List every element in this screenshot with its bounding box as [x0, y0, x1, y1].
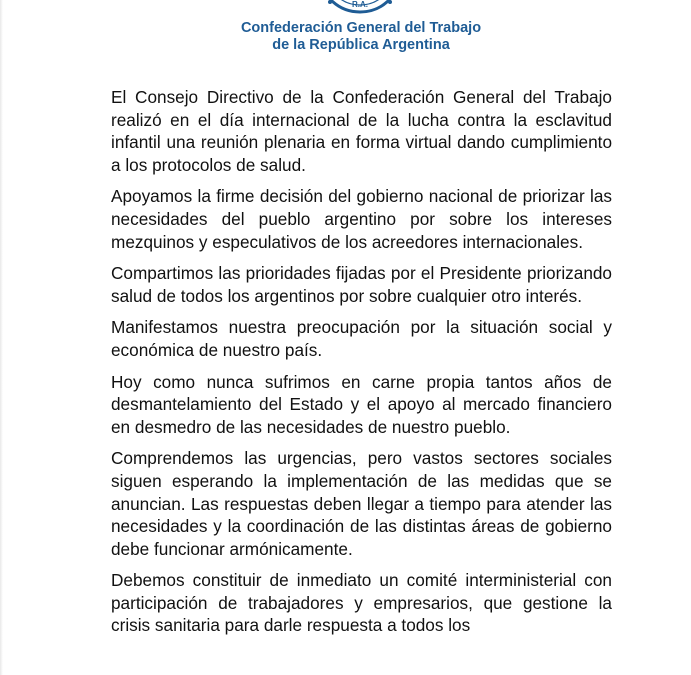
org-name-line-2: de la República Argentina [272, 37, 450, 53]
paragraph: Debemos constituir de inmediato un comité interministerial con participación de trabajadores y empresarios, que gestione la crisis sanitaria para darle respuesta a todos los [111, 570, 612, 636]
paragraph: Comprendemos las urgencias, pero vastos sectores sociales siguen esperando la implementación de las medidas que se anuncian. Las respuestas deben llegar a tiempo para atender las necesidades y la coordinación de las distintas áreas de gobierno debe funcionar armónicamente. [111, 448, 612, 559]
paragraph: Hoy como nunca sufrimos en carne propia tantos años de desmantelamiento del Estado y el apoyo al mercado financiero en desmedro de las necesidades de nuestro pueblo. [111, 371, 612, 437]
paragraph: Compartimos las prioridades fijadas por el Presidente priorizando salud de todos los argentinos por sobre cualquier otro interés. [111, 263, 612, 306]
organization-header [0, 20, 691, 54]
paragraph: Apoyamos la firme decisión del gobierno nacional de priorizar las necesidades del pueblo argentino por sobre los intereses mezquinos y especulativos de los acreedores internacionales. [111, 186, 612, 252]
seal-text: R.A. [352, 0, 368, 9]
page-edge-shadow [0, 0, 3, 675]
paragraph: Manifestamos nuestra preocupación por la situación social y económica de nuestro país. [111, 317, 612, 360]
cgt-seal-logo [318, 0, 402, 16]
paragraph: El Consejo Directivo de la Confederación General del Trabajo realizó en el día internacional de la lucha contra la esclavitud infantil una reunión plenaria en forma virtual dando cumplimiento a los protocolos de salud. [111, 87, 612, 175]
org-name-line-1: Confederación General del Trabajo [240, 20, 482, 36]
statement-body [111, 86, 612, 646]
